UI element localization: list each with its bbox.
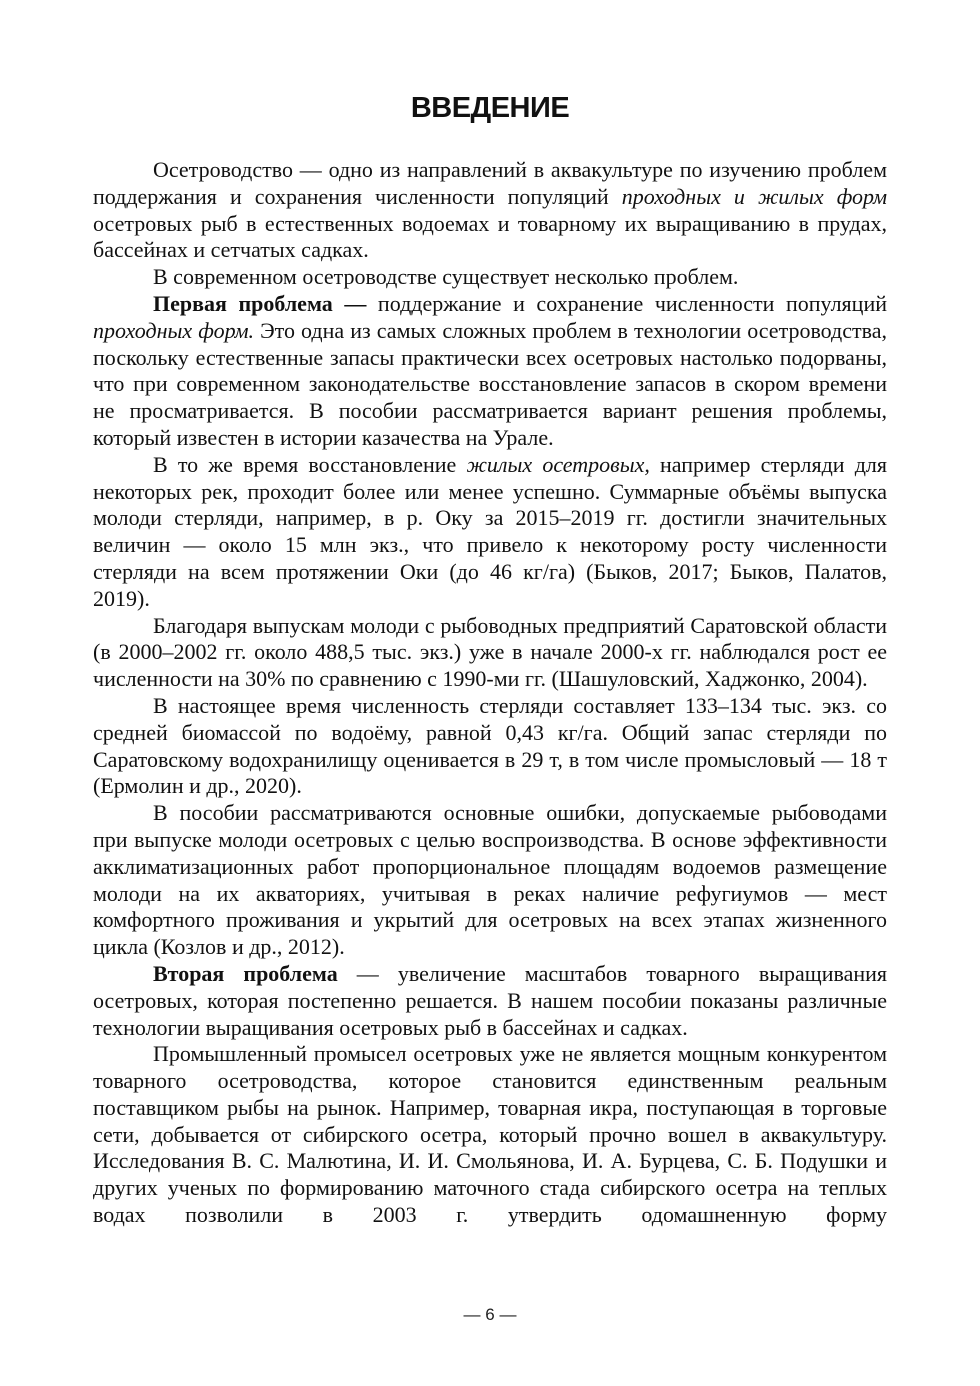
text-segment: В то же время восстановление: [153, 451, 467, 477]
text-segment: В пособии рассматриваются основные ошибки, допускаемые рыбоводами при выпуске молоди осетровых с целью воспроизводства. В основе эффективности акклиматизационных работ пропорциональное площадям водоемов размещение молоди на их акваториях, учитывая в реках наличие рефугиумов — мест комфортного проживания и укрытий для осетровых на всех этапах жизненного цикла (Козлов и др., 2012).: [93, 800, 887, 960]
text-segment: осетровых рыб в естественных водоемах и товарному их выращиванию в прудах, бассейнах и сетчатых садках.: [93, 210, 887, 263]
paragraph-resident-sturgeon: [93, 452, 887, 613]
text-segment: Осетроводство — одно из направлений в аквакультуре по изучению проблем поддержания и сохранения численности популяций: [93, 157, 887, 209]
paragraph-intro: [93, 157, 887, 264]
page-title: ВВЕДЕНИЕ: [410, 92, 570, 124]
italic-term: проходных и жилых форм: [621, 183, 887, 209]
italic-term: жилых осетровых,: [466, 451, 650, 477]
paragraph-problems-overview: [93, 264, 887, 291]
page-number: — 6 —: [463, 1305, 517, 1324]
bold-heading-second-problem: Вторая проблема: [153, 960, 338, 986]
text-segment: — увеличение масштабов товарного выращивания осетровых, которая постепенно решается. В нашем пособии показаны различные технологии выращивания осетровых рыб в бассейнах и садках.: [93, 960, 887, 1040]
paragraph-first-problem: [93, 291, 887, 452]
paragraph-second-problem: [93, 961, 887, 1041]
text-segment: например стерляди для некоторых рек, проходит более или менее успешно. Суммарные объёмы выпуска молоди стерляди, например, в р. Оку за 2015–2019 гг. достигли значительных величин — около 15 млн экз., что привело к некоторому росту численности стерляди на всем протяжении Оки (до 46 кг/га) (Быков, 2017; Быков, Палатов, 2019).: [93, 451, 887, 611]
text-segment: Благодаря выпускам молоди с рыбоводных предприятий Саратовской области (в 2000–2002 гг. около 488,5 тыс. экз.) уже в начале 2000-х гг. наблюдался рост ее численности на 30% по сравнению с 1990-ми гг. (Шашуловский, Хаджонко, 2004).: [93, 612, 887, 692]
paragraph-industrial-fishing: [93, 1041, 887, 1229]
text-segment: Промышленный промысел осетровых уже не является мощным конкурентом товарного осетроводства, которое становится единственным реальным поставщиком рыбы на рынок. Например, товарная икра, поступающая в торговые сети, добывается от сибирского осетра, который прочно вошел в аквакультуру. Исследования В. С. Малютина, И. И. Смольянова, И. А. Бурцева, С. Б. Подушки и других ученых по формированию маточного стада сибирского осетра на теплых водах позволили в 2003 г. утвердить одомашненную форму: [93, 1041, 887, 1228]
text-segment: В настоящее время численность стерляди составляет 133–134 тыс. экз. со средней биомассой по водоёму, равной 0,43 кг/га. Общий запас стерляди по Саратовскому водохранилищу оценивается в 29 т, в том числе промысловый — 18 т (Ермолин и др., 2020).: [93, 692, 887, 799]
italic-term: проходных форм.: [93, 317, 255, 343]
paragraph-saratov-release: [93, 613, 887, 693]
text-segment: поддержание и сохранение численности популяций: [366, 290, 888, 316]
bold-heading-first-problem: Первая проблема —: [153, 290, 367, 316]
body-text: [93, 157, 887, 1229]
paragraph-release-errors: [93, 800, 887, 961]
text-segment: В современном осетроводстве существует несколько проблем.: [153, 264, 739, 290]
paragraph-current-population: [93, 693, 887, 800]
text-segment: Это одна из самых сложных проблем в технологии осетроводства, поскольку естественные запасы практически всех осетровых настолько подорваны, что при современном законодательстве восстановление запасов в скором времени не просматривается. В пособии рассматривается вариант решения проблемы, который известен в истории казачества на Урале.: [93, 317, 887, 450]
